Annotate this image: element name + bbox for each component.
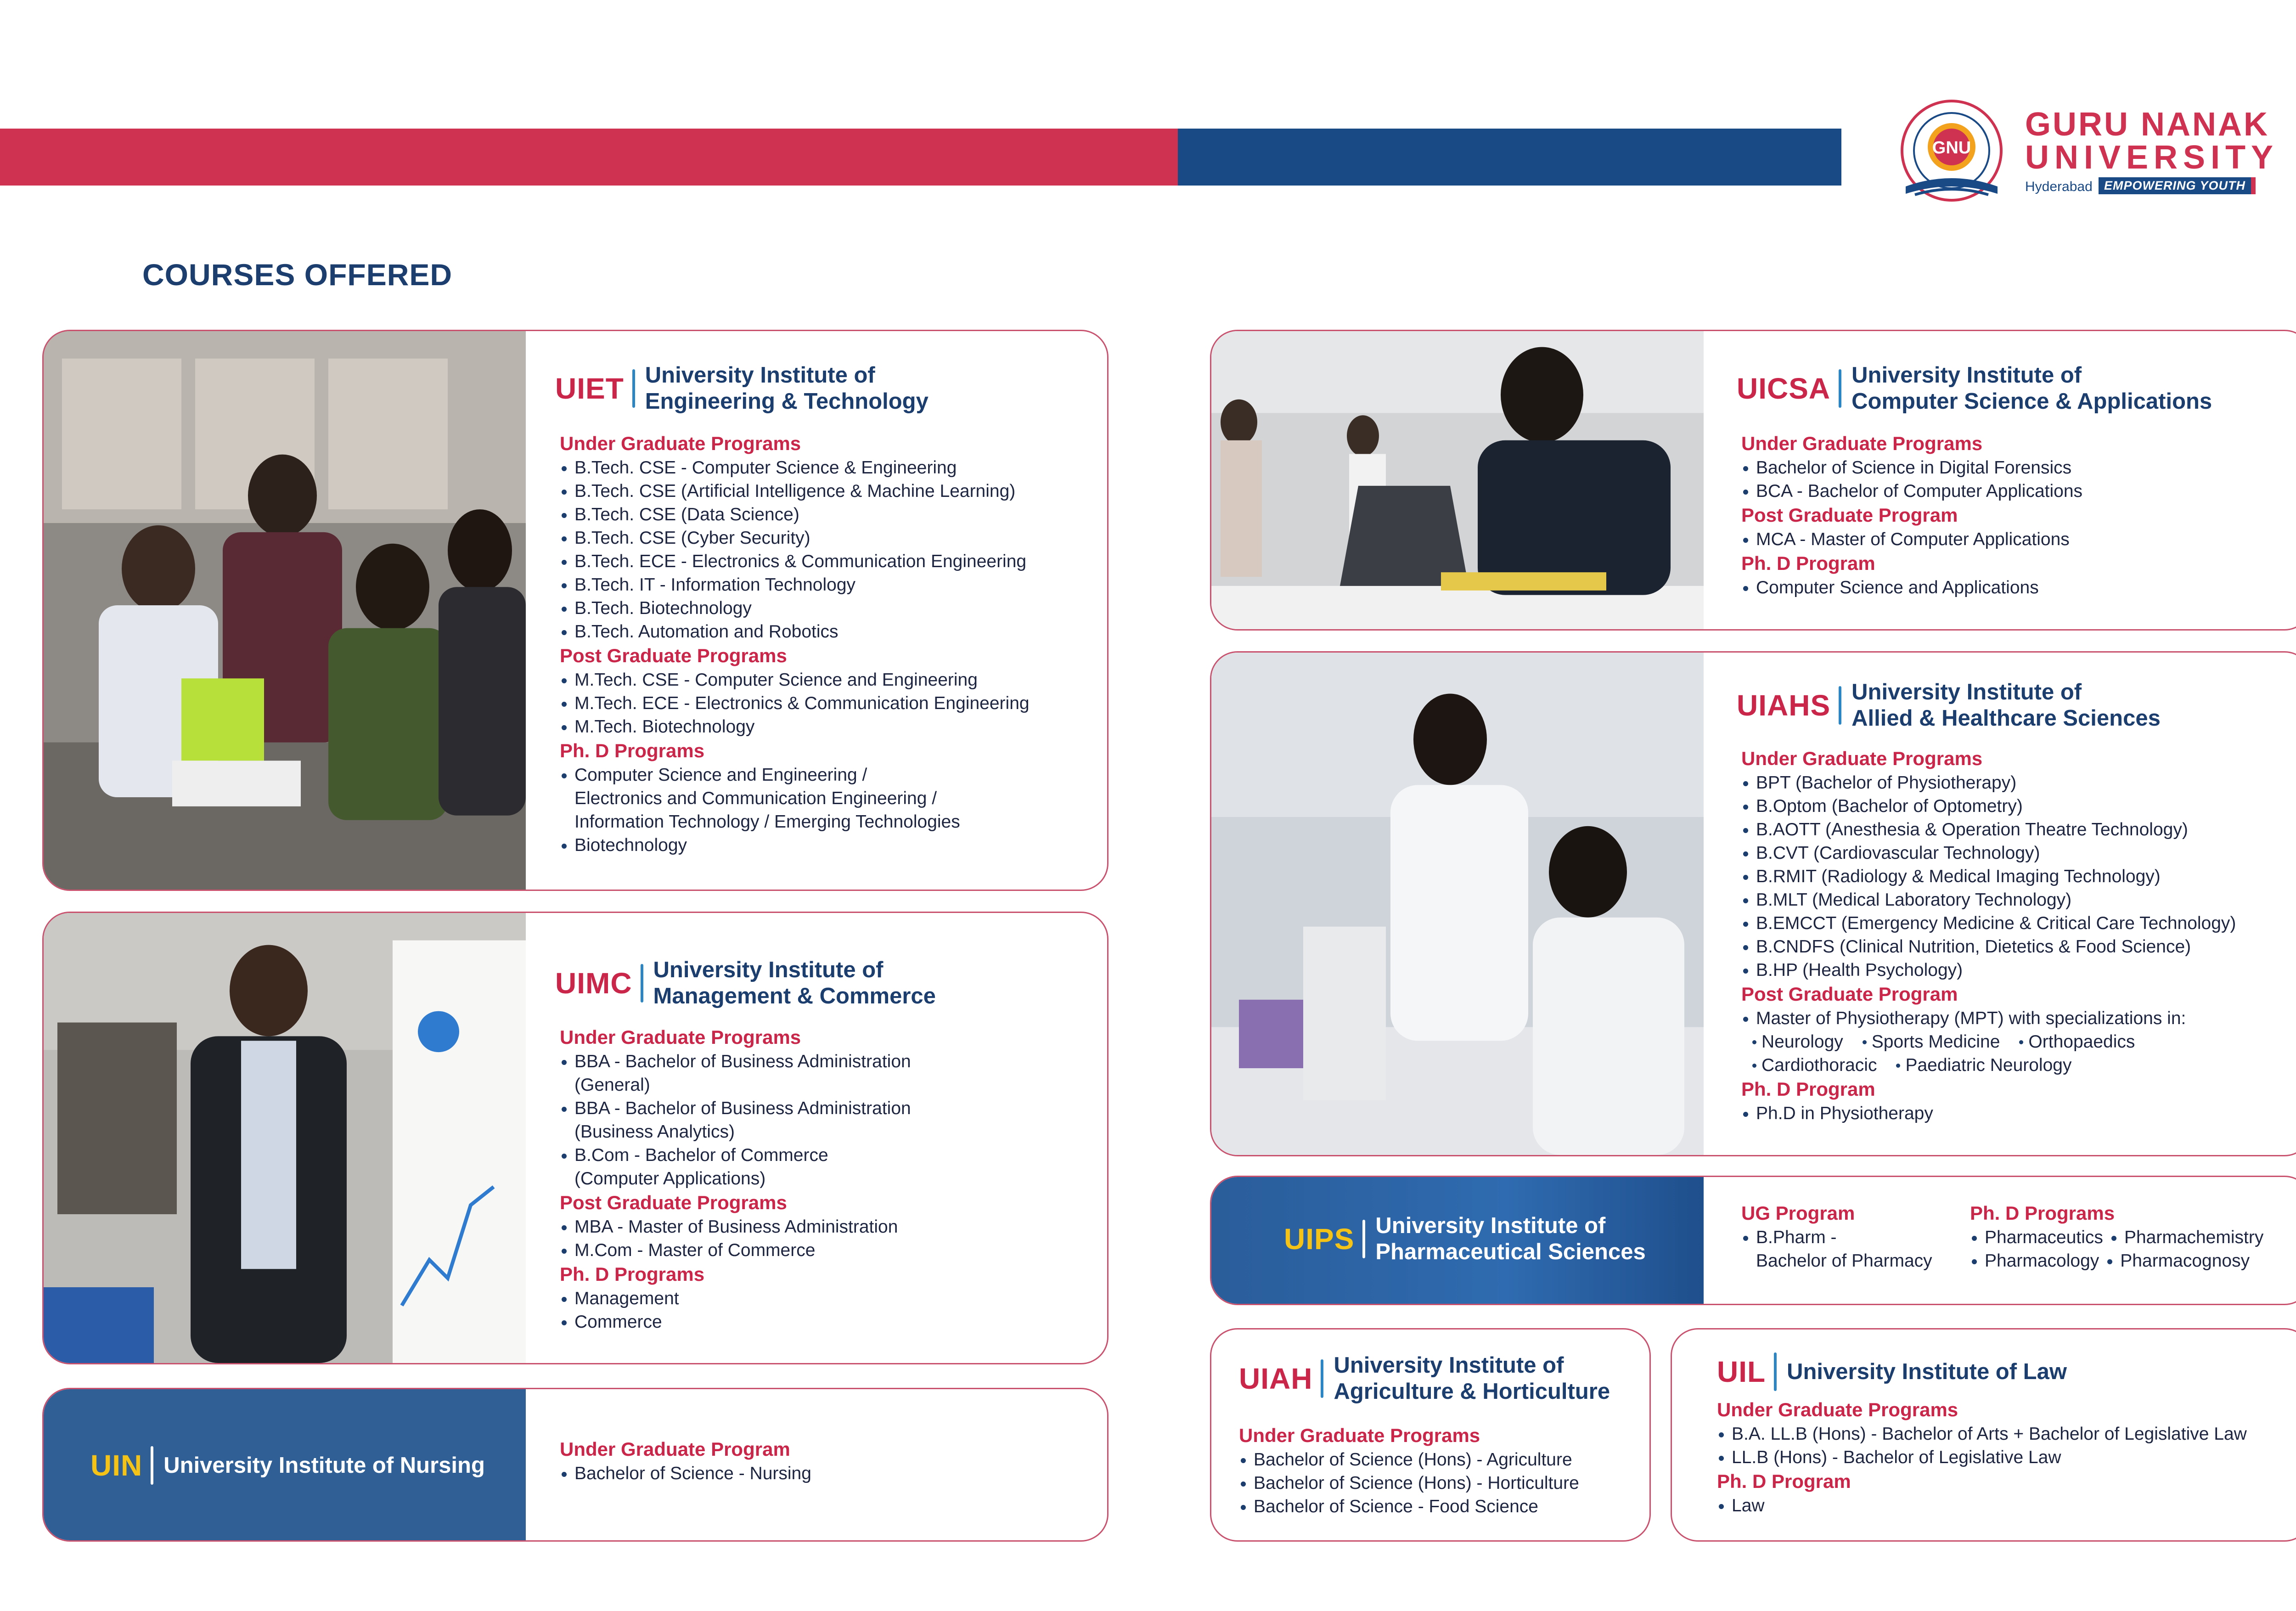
program-item: Pharmacognosy: [2105, 1249, 2250, 1273]
program-item: MBA - Master of Business Administration: [560, 1215, 911, 1239]
program-item-continued: (Computer Applications): [574, 1169, 766, 1189]
uimc-name-line1: University Institute of: [653, 958, 884, 982]
program-item: B.Tech. Automation and Robotics: [560, 620, 1030, 643]
uiet-header: [555, 362, 929, 415]
program-item: B.HP (Health Psychology): [1741, 958, 2236, 982]
program-item: Management: [560, 1287, 911, 1310]
uil-programs: [1717, 1397, 2247, 1517]
uiahs-photo: [1211, 653, 1704, 1155]
uicsa-header: [1737, 362, 2212, 415]
program-item: Biotechnology: [560, 834, 1030, 857]
header-blue-bar: [1178, 129, 1841, 186]
uiet-programs: [560, 431, 1030, 857]
uiet-card: [42, 330, 1109, 891]
uiahs-abbr: UIAHS: [1737, 689, 1831, 722]
program-item: BCA - Bachelor of Computer Applications: [1741, 479, 2082, 503]
uil-header: [1717, 1352, 2067, 1391]
ug-heading: Under Graduate Programs: [1717, 1399, 1958, 1420]
ug-heading: Under Graduate Programs: [560, 1026, 801, 1048]
program-item: Ph.D in Physiotherapy: [1741, 1102, 2236, 1125]
header-divider: [1839, 686, 1841, 725]
specialization-item: Sports Medicine: [1860, 1030, 2000, 1053]
uiah-name-line2: Agriculture & Horticulture: [1334, 1379, 1610, 1404]
uimc-card: [42, 912, 1109, 1364]
pg-heading: Post Graduate Program: [1741, 983, 1958, 1005]
program-item: Law: [1717, 1494, 2247, 1517]
uiah-header: [1239, 1352, 1610, 1405]
uimc-programs: [560, 1025, 911, 1334]
uimc-abbr: UIMC: [555, 967, 632, 1000]
program-item: B.RMIT (Radiology & Medical Imaging Technology): [1741, 865, 2236, 888]
program-item: B.Tech. CSE (Data Science): [560, 503, 1030, 526]
header-divider: [151, 1446, 153, 1485]
uin-abbr: UIN: [90, 1449, 143, 1482]
ug-heading: Under Graduate Program: [560, 1438, 790, 1460]
header-divider: [632, 369, 635, 408]
uin-header: [90, 1446, 485, 1485]
uips-card: [1210, 1176, 2296, 1305]
program-item: Pharmacology: [1970, 1249, 2099, 1273]
uin-card: [42, 1388, 1109, 1542]
uin-band: [44, 1389, 526, 1540]
program-item: Bachelor of Science (Hons) - Horticulture: [1239, 1471, 1579, 1495]
page-title: COURSES OFFERED: [142, 258, 453, 292]
uiahs-card: [1210, 651, 2296, 1156]
logo-tagline: EMPOWERING YOUTH: [2099, 177, 2256, 194]
uips-phd: [1970, 1201, 2263, 1273]
program-item: Pharmachemistry: [2110, 1226, 2263, 1249]
uicsa-name-line1: University Institute of: [1851, 363, 2082, 388]
program-item: Bachelor of Science - Food Science: [1239, 1495, 1579, 1518]
uiet-photo: [44, 331, 526, 890]
header-divider: [1321, 1359, 1323, 1398]
uips-band: [1211, 1177, 1704, 1304]
uimc-header: [555, 957, 936, 1009]
program-item: BPT (Bachelor of Physiotherapy): [1741, 771, 2236, 794]
uil-name: University Institute of Law: [1787, 1359, 2067, 1384]
gnu-emblem-icon: [1887, 96, 2020, 216]
uips-name-line1: University Institute of: [1375, 1213, 1606, 1238]
program-item: Computer Science and Applications: [1741, 576, 2082, 599]
uips-name-line2: Pharmaceutical Sciences: [1375, 1239, 1646, 1264]
program-item: Bachelor of Science in Digital Forensics: [1741, 456, 2082, 479]
uips-abbr: UIPS: [1284, 1222, 1355, 1256]
program-item: MCA - Master of Computer Applications: [1741, 528, 2082, 551]
ug-heading: Under Graduate Programs: [560, 433, 801, 454]
specialization-item: Neurology: [1750, 1030, 1843, 1053]
header-divider: [1774, 1352, 1777, 1391]
ug-heading: Under Graduate Programs: [1741, 748, 1983, 769]
program-item: B.Tech. IT - Information Technology: [560, 573, 1030, 597]
ug-heading: Under Graduate Programs: [1741, 433, 1983, 454]
pg-heading: Post Graduate Programs: [560, 645, 787, 666]
phd-heading: Ph. D Programs: [560, 740, 705, 761]
phd-heading: Ph. D Program: [1717, 1470, 1851, 1492]
program-item: B.MLT (Medical Laboratory Technology): [1741, 888, 2236, 912]
uips-header: [1284, 1213, 1646, 1265]
program-item: B.EMCCT (Emergency Medicine & Critical Care Technology): [1741, 912, 2236, 935]
program-item-continued: (General): [574, 1075, 650, 1095]
program-item: M.Com - Master of Commerce: [560, 1239, 911, 1262]
program-item: B.Tech. CSE - Computer Science & Engineering: [560, 456, 1030, 479]
program-item: LL.B (Hons) - Bachelor of Legislative Law: [1717, 1446, 2247, 1469]
program-item-continued: (Business Analytics): [574, 1122, 735, 1142]
specialization-row: [1741, 1030, 2236, 1053]
program-item: Bachelor of Science (Hons) - Agriculture: [1239, 1448, 1579, 1471]
uil-card: [1671, 1328, 2296, 1542]
program-item: M.Tech. Biotechnology: [560, 715, 1030, 738]
uiet-name-line1: University Institute of: [645, 363, 875, 388]
ug-heading: Under Graduate Programs: [1239, 1425, 1480, 1446]
uil-abbr: UIL: [1717, 1355, 1766, 1388]
uiah-abbr: UIAH: [1239, 1362, 1313, 1395]
program-item: B.Tech. CSE (Artificial Intelligence & Machine Learning): [560, 479, 1030, 503]
program-item: Commerce: [560, 1310, 911, 1334]
specialization-item: Cardiothoracic: [1750, 1053, 1877, 1077]
uin-name: University Institute of Nursing: [163, 1453, 485, 1478]
pg-heading: Post Graduate Programs: [560, 1192, 787, 1213]
header-divider: [641, 964, 643, 1003]
program-item: Bachelor of Science - Nursing: [560, 1462, 811, 1485]
university-logo: [1887, 96, 2291, 216]
program-item: B.CNDFS (Clinical Nutrition, Dietetics & Food Science): [1741, 935, 2236, 958]
specialization-item: Orthopaedics: [2016, 1030, 2135, 1053]
header-divider: [1839, 369, 1841, 408]
uiahs-header: [1737, 679, 2161, 732]
header-red-bar: [0, 129, 1178, 186]
uiet-name-line2: Engineering & Technology: [645, 389, 929, 414]
specialization-row: [1741, 1053, 2236, 1077]
program-item: B.AOTT (Anesthesia & Operation Theatre Technology): [1741, 818, 2236, 841]
uicsa-programs: [1741, 431, 2082, 599]
header-divider: [1362, 1220, 1365, 1258]
program-item: B.Pharm -: [1741, 1226, 1932, 1249]
uin-programs: [560, 1437, 811, 1485]
program-item-continued: Information Technology / Emerging Technologies: [574, 812, 960, 832]
program-item: B.A. LL.B (Hons) - Bachelor of Arts + Bachelor of Legislative Law: [1717, 1422, 2247, 1446]
phd-heading: Ph. D Programs: [560, 1263, 705, 1285]
program-item: B.Com - Bachelor of Commerce: [560, 1143, 911, 1167]
uicsa-name-line2: Computer Science & Applications: [1851, 389, 2212, 414]
program-item: Computer Science and Engineering /: [560, 763, 1030, 787]
phd-heading: Ph. D Program: [1741, 1078, 1875, 1100]
uicsa-card: [1210, 330, 2296, 631]
pg-heading: Post Graduate Program: [1741, 504, 1958, 526]
program-item-continued: Bachelor of Pharmacy: [1756, 1251, 1932, 1271]
uimc-name-line2: Management & Commerce: [653, 984, 936, 1008]
uimc-photo: [44, 913, 526, 1363]
uiahs-name-line2: Allied & Healthcare Sciences: [1851, 706, 2161, 731]
phd-heading: Ph. D Programs: [1970, 1202, 2115, 1224]
program-item-continued: Electronics and Communication Engineering /: [574, 789, 937, 808]
program-item: B.Tech. Biotechnology: [560, 597, 1030, 620]
uiahs-programs: [1741, 746, 2236, 1125]
ug-heading: UG Program: [1741, 1202, 1855, 1224]
uiah-programs: [1239, 1423, 1579, 1518]
specialization-item: Paediatric Neurology: [1893, 1053, 2071, 1077]
program-item: Pharmaceutics: [1970, 1226, 2103, 1249]
program-item: B.Optom (Bachelor of Optometry): [1741, 794, 2236, 818]
uiah-name-line1: University Institute of: [1334, 1353, 1564, 1378]
program-item: B.Tech. CSE (Cyber Security): [560, 526, 1030, 550]
program-item: M.Tech. CSE - Computer Science and Engineering: [560, 668, 1030, 692]
uicsa-photo: [1211, 331, 1704, 629]
uicsa-abbr: UICSA: [1737, 372, 1831, 405]
program-item: BBA - Bachelor of Business Administration: [560, 1050, 911, 1073]
program-item: B.Tech. ECE - Electronics & Communication Engineering: [560, 550, 1030, 573]
phd-heading: Ph. D Program: [1741, 552, 1875, 574]
program-item: Master of Physiotherapy (MPT) with specializations in:: [1741, 1007, 2236, 1030]
uips-ug: [1741, 1201, 1932, 1273]
uiet-abbr: UIET: [555, 372, 624, 405]
logo-name-line1: GURU NANAK: [2025, 106, 2269, 143]
svg-text:GNU: GNU: [1932, 138, 1971, 158]
program-item: M.Tech. ECE - Electronics & Communication Engineering: [560, 692, 1030, 715]
uiah-card: [1210, 1328, 1651, 1542]
logo-city: Hyderabad: [2025, 179, 2093, 194]
program-item: BBA - Bachelor of Business Administration: [560, 1097, 911, 1120]
logo-name-line2: UNIVERSITY: [2025, 139, 2279, 176]
program-item: B.CVT (Cardiovascular Technology): [1741, 841, 2236, 865]
uiahs-name-line1: University Institute of: [1851, 680, 2082, 704]
